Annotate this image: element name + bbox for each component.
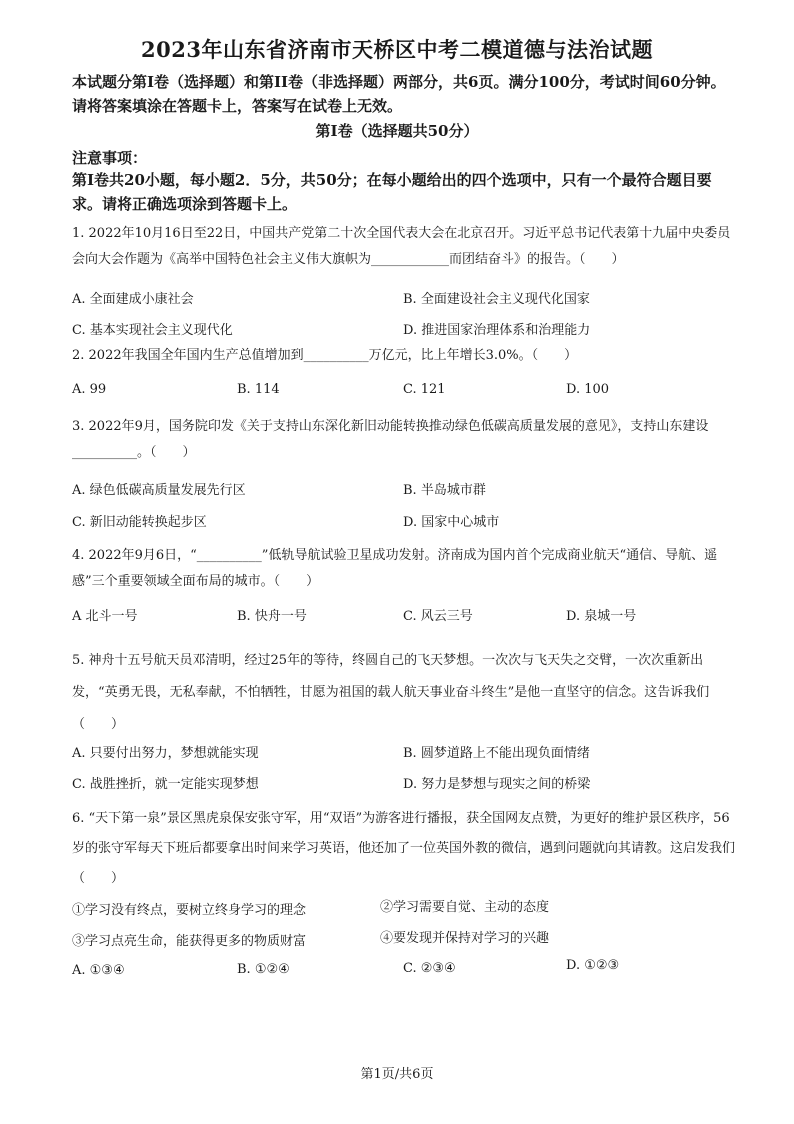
question-6-statement-2: ②学习需要自觉、主动的态度 — [380, 900, 550, 915]
question-1-option-c: C. 基本实现社会主义现代化 — [72, 323, 233, 338]
question-6-option-d: D. ①②③ — [566, 958, 620, 973]
question-5-option-a: A. 只要付出努力，梦想就能实现 — [72, 746, 259, 761]
question-1-option-a: A. 全面建成小康社会 — [72, 292, 194, 307]
page-number: 第1页/共6页 — [360, 1067, 434, 1082]
question-6-option-b: B. ①②④ — [237, 962, 290, 977]
question-1-stem: 1. 2022年10月16日至22日，中国共产党第二十次全国代表大会在北京召开。习近平总书记代表第十九届中央委员会向大会作题为《高举中国特色社会主义伟大旗帜为____________而团结奋斗》的报告。（ ） — [72, 226, 731, 267]
question-2-option-c: C. 121 — [403, 382, 446, 397]
question-4-option-a: A 北斗一号 — [72, 609, 138, 624]
question-2-stem: 2. 2022年我国全年国内生产总值增加到__________万亿元，比上年增长3.0%。（ ） — [72, 348, 578, 363]
question-2-option-a: A. 99 — [72, 382, 107, 397]
question-6-stem: 6. “天下第一泉”景区黑虎泉保安张守军，用“双语”为游客进行播报，获全国网友点赞，为更好的维护景区秩序，56岁的张守军每天下班后都要拿出时间来学习英语，他还加了一位英国外教的微信，遇到问题就向其请教。这启发我们（ ） — [72, 811, 736, 886]
question-5-option-c: C. 战胜挫折，就一定能实现梦想 — [72, 777, 259, 792]
question-4-option-b: B. 快舟一号 — [237, 609, 307, 624]
question-6-option-c: C. ②③④ — [403, 961, 456, 976]
page-title: 2023年山东省济南市天桥区中考二模道德与法治试题 — [141, 37, 653, 62]
question-4-option-c: C. 风云三号 — [403, 609, 473, 624]
question-6-statement-1: ①学习没有终点，要树立终身学习的理念 — [72, 903, 307, 918]
question-2-option-b: B. 114 — [237, 382, 280, 397]
question-6-option-a: A. ①③④ — [72, 963, 125, 978]
notice-label: 注意事项： — [72, 149, 148, 167]
question-1-option-d: D. 推进国家治理体系和治理能力 — [403, 323, 591, 338]
question-2-option-d: D. 100 — [566, 382, 610, 397]
question-3-stem: 3. 2022年9月，国务院印发《关于支持山东深化新旧动能转换推动绿色低碳高质量发展的意见》，支持山东建设__________。（ ） — [72, 419, 709, 460]
section-heading: 第I卷（选择题共50分） — [315, 122, 479, 140]
question-3-option-b: B. 半岛城市群 — [403, 483, 486, 498]
exam-intro: 本试题分第I卷（选择题）和第II卷（非选择题）两部分，共6页。满分100分，考试时间60分钟。请将答案填涂在答题卡上，答案写在试卷上无效。 — [72, 73, 726, 115]
question-3-option-a: A. 绿色低碳高质量发展先行区 — [72, 483, 246, 498]
question-1-option-b: B. 全面建设社会主义现代化国家 — [403, 292, 590, 307]
question-4-stem: 4. 2022年9月6日，“__________”低轨导航试验卫星成功发射。济南成为国内首个完成商业航天“通信、导航、遥感”三个重要领域全面布局的城市。（ ） — [72, 548, 718, 589]
question-6-statement-4: ④要发现并保持对学习的兴趣 — [380, 931, 550, 946]
question-4-option-d: D. 泉城一号 — [566, 609, 637, 624]
question-5-option-d: D. 努力是梦想与现实之间的桥梁 — [403, 777, 591, 792]
question-3-option-d: D. 国家中心城市 — [403, 515, 500, 530]
notice-text: 第I卷共20小题，每小题2．5分，共50分；在每小题给出的四个选项中，只有一个最符合题目要求。请将正确选项涂到答题卡上。 — [72, 171, 712, 213]
question-5-stem: 5. 神舟十五号航天员邓清明，经过25年的等待，终圆自己的飞天梦想。一次次与飞天失之交臂，一次次重新出发，“英勇无畏，无私奉献，不怕牺牲，甘愿为祖国的载人航天事业奋斗终生”是他一直坚守的信念。这告诉我们（ ） — [72, 653, 710, 732]
question-3-option-c: C. 新旧动能转换起步区 — [72, 515, 207, 530]
question-5-option-b: B. 圆梦道路上不能出现负面情绪 — [403, 746, 590, 761]
question-6-statement-3: ③学习点亮生命，能获得更多的物质财富 — [72, 934, 307, 949]
